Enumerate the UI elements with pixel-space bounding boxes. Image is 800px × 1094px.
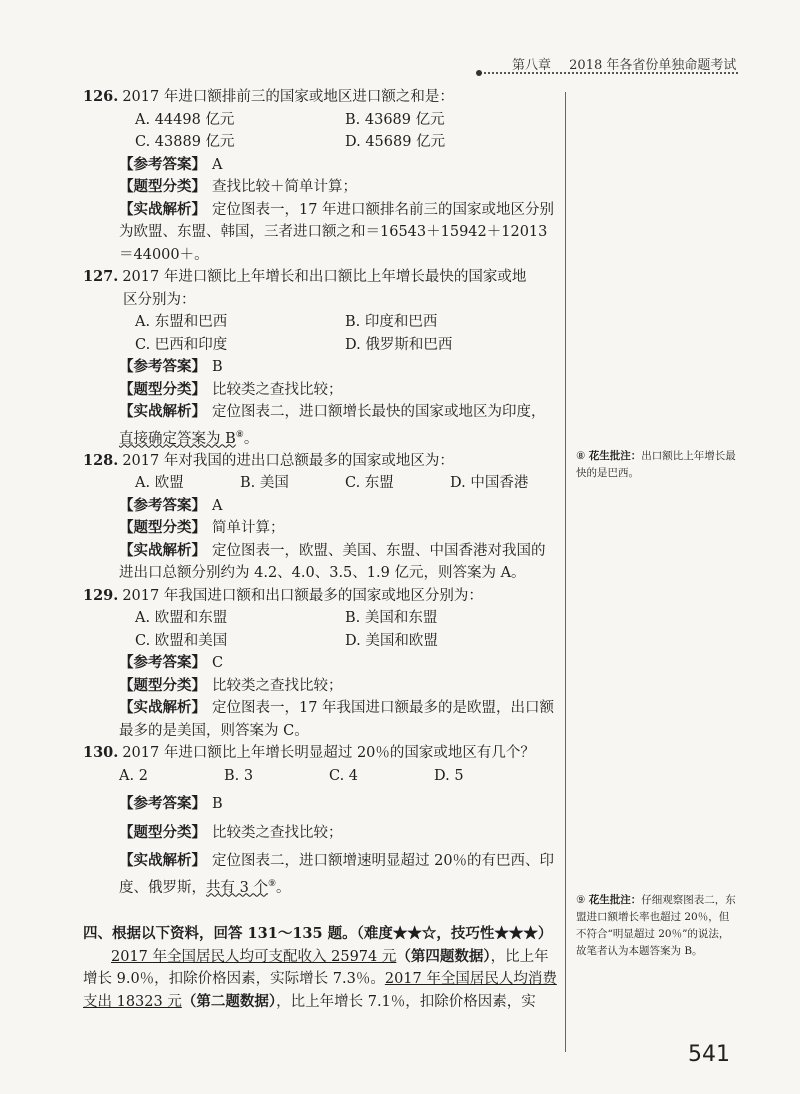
question-number: 128. — [83, 451, 119, 469]
answer-row — [83, 154, 558, 177]
question-129 — [83, 585, 558, 608]
option-a: A. 东盟和巴西 — [135, 314, 228, 330]
text-segment: ，比上年增长 7.1％，扣除价格因素，实 — [276, 993, 536, 1010]
data-source-2: （第二题数据） — [181, 992, 277, 1010]
type-row — [83, 517, 558, 540]
text-segment: ，比上年增长 9.0％，扣除价格因素，实际增长 7.3％。 — [83, 948, 549, 988]
analysis-highlight: 共有 3 个 — [206, 879, 268, 896]
footnote-ref: ⑧ — [235, 429, 244, 440]
option-b: B. 3 — [224, 767, 254, 784]
type-label: 【题型分类】 — [119, 178, 206, 195]
chapter-title: 2018 年各省份单独命题考试 — [569, 58, 737, 73]
type-value: 查找比较＋简单计算； — [212, 179, 357, 195]
option-b: B. 43689 亿元 — [345, 111, 445, 128]
option-d: D. 45689 亿元 — [345, 134, 446, 150]
analysis-text: 定位图表一，17 年我国进口额最多的是欧盟，出口额最多的是美国，则答案为 C。 — [119, 700, 555, 739]
answer-label: 【参考答案】 — [119, 496, 206, 514]
answer-label: 【参考答案】 — [119, 358, 206, 375]
option-c: C. 4 — [329, 767, 359, 784]
analysis-text: 定位图表一，欧盟、美国、东盟、中国香港对我国的进出口总额分别约为 4.2、4.0、3.5、1.9 亿元，则答案为 A。 — [119, 542, 546, 582]
running-header — [512, 54, 752, 74]
column-divider — [562, 92, 568, 1052]
analysis-text: 定位图表二，进口额增速明显超过 20％的有巴西、印度、俄罗斯， — [119, 853, 555, 896]
analysis-highlight: 直接确定答案为 B — [119, 430, 236, 447]
question-128 — [83, 450, 558, 473]
analysis-row — [83, 199, 558, 267]
option-d: D. 中国香港 — [450, 475, 529, 492]
type-row — [83, 675, 558, 698]
question-127 — [83, 266, 558, 311]
analysis-label: 【实战解析】 — [119, 852, 206, 870]
analysis-row — [83, 697, 558, 742]
question-stem: 2017 年进口额排前三的国家或地区进口额之和是： — [122, 89, 454, 105]
answer-value: B — [212, 796, 223, 813]
option-c: C. 欧盟和美国 — [135, 632, 228, 649]
analysis-label: 【实战解析】 — [119, 699, 206, 717]
question-number: 129. — [83, 586, 119, 604]
chapter-label: 第八章 — [512, 58, 552, 73]
answer-value: B — [212, 359, 223, 375]
options — [83, 472, 558, 495]
note-label: 花生批注： — [588, 450, 642, 462]
options — [83, 765, 558, 788]
question-stem: 2017 年对我国的进出口总额最多的国家或地区为： — [122, 452, 454, 469]
data-phrase-1: 2017 年全国居民人均可支配收入 25974 元 — [111, 948, 397, 965]
footnote-ref: ⑨ — [267, 878, 277, 889]
option-d: D. 美国和欧盟 — [345, 632, 438, 649]
type-label: 【题型分类】 — [119, 380, 206, 398]
type-label: 【题型分类】 — [119, 676, 206, 694]
option-b: B. 美国和东盟 — [345, 610, 438, 627]
note-text: 出口额比上年增长最快的是巴西。 — [576, 450, 736, 479]
question-number: 130. — [83, 744, 119, 762]
question-130 — [83, 742, 558, 765]
type-row — [83, 379, 558, 402]
analysis-text: 定位图表一，17 年进口额排名前三的国家或地区分别为欧盟、东盟、韩国，三者进口额之和＝16543＋15942＋12013＝44000＋。 — [119, 201, 555, 263]
answer-label: 【参考答案】 — [119, 654, 206, 672]
options — [83, 311, 558, 356]
type-value: 简单计算； — [212, 520, 285, 537]
section-paragraph — [83, 946, 558, 1014]
question-stem: 2017 年进口额比上年增长明显超过 20％的国家或地区有几个？ — [122, 745, 535, 762]
analysis-label: 【实战解析】 — [119, 200, 206, 218]
question-number: 126. — [83, 88, 119, 105]
analysis-row — [83, 850, 558, 899]
option-a: A. 欧盟 — [135, 475, 184, 492]
answer-value: A — [212, 497, 223, 514]
answer-row — [83, 495, 558, 518]
answer-row — [83, 793, 558, 816]
option-a: A. 欧盟和东盟 — [135, 610, 228, 627]
option-c: C. 巴西和印度 — [135, 336, 228, 353]
option-d: D. 5 — [434, 767, 464, 784]
answer-label: 【参考答案】 — [119, 155, 206, 173]
header-rule — [480, 72, 738, 74]
analysis-end: 。 — [276, 879, 291, 896]
option-a: A. 2 — [119, 767, 148, 784]
side-note-8 — [576, 448, 736, 482]
note-mark: ⑨ — [576, 894, 586, 906]
data-source-1: （第四题数据） — [396, 947, 491, 965]
options — [83, 607, 558, 652]
analysis-end: 。 — [243, 430, 259, 447]
type-value: 比较类之查找比较； — [212, 824, 343, 841]
type-label: 【题型分类】 — [119, 519, 206, 537]
question-number: 127. — [83, 268, 119, 285]
main-column — [83, 86, 558, 1013]
answer-value: C — [212, 655, 224, 672]
note-label: 花生批注： — [588, 894, 642, 906]
data-phrase-2: 2017 年全国居民人均消费支出 18323 元 — [83, 971, 557, 1010]
analysis-label: 【实战解析】 — [119, 541, 206, 559]
option-c: C. 东盟 — [345, 475, 394, 492]
type-label: 【题型分类】 — [119, 823, 206, 841]
option-d: D. 俄罗斯和巴西 — [345, 336, 453, 353]
option-a: A. 44498 亿元 — [135, 111, 235, 128]
option-b: B. 美国 — [240, 475, 289, 492]
analysis-text: 定位图表二，进口额增长最快的国家或地区为印度， — [212, 404, 546, 420]
type-value: 比较类之查找比较； — [212, 381, 343, 398]
option-c: C. 43889 亿元 — [135, 134, 235, 150]
type-row — [83, 176, 558, 199]
question-stem-cont: 区分别为： — [123, 291, 196, 308]
note-mark: ⑧ — [576, 450, 586, 462]
question-stem: 2017 年进口额比上年增长和出口额比上年增长最快的国家或地 — [122, 269, 527, 285]
side-note-9 — [576, 892, 736, 960]
answer-row — [83, 356, 558, 379]
question-126 — [83, 86, 558, 109]
note-text: 仔细观察图表二，东盟进口额增长率也超过 20％，但不符合“明显超过 20％”的说法，故笔者认为本题答案为 B。 — [576, 894, 736, 957]
question-stem: 2017 年我国进口额和出口额最多的国家或地区分别为： — [122, 587, 483, 604]
analysis-row — [83, 540, 558, 585]
section-title: 四、根据以下资料，回答 131～135 题。（难度★★☆，技巧性★★★） — [83, 925, 553, 943]
page-number: 541 — [688, 1042, 730, 1067]
type-value: 比较类之查找比较； — [212, 677, 343, 694]
answer-row — [83, 652, 558, 675]
option-b: B. 印度和巴西 — [345, 314, 438, 330]
options — [83, 109, 558, 154]
analysis-label: 【实战解析】 — [119, 403, 206, 420]
type-row — [83, 822, 558, 845]
answer-label: 【参考答案】 — [119, 795, 206, 813]
analysis-row — [83, 401, 558, 450]
answer-value: A — [212, 156, 223, 173]
